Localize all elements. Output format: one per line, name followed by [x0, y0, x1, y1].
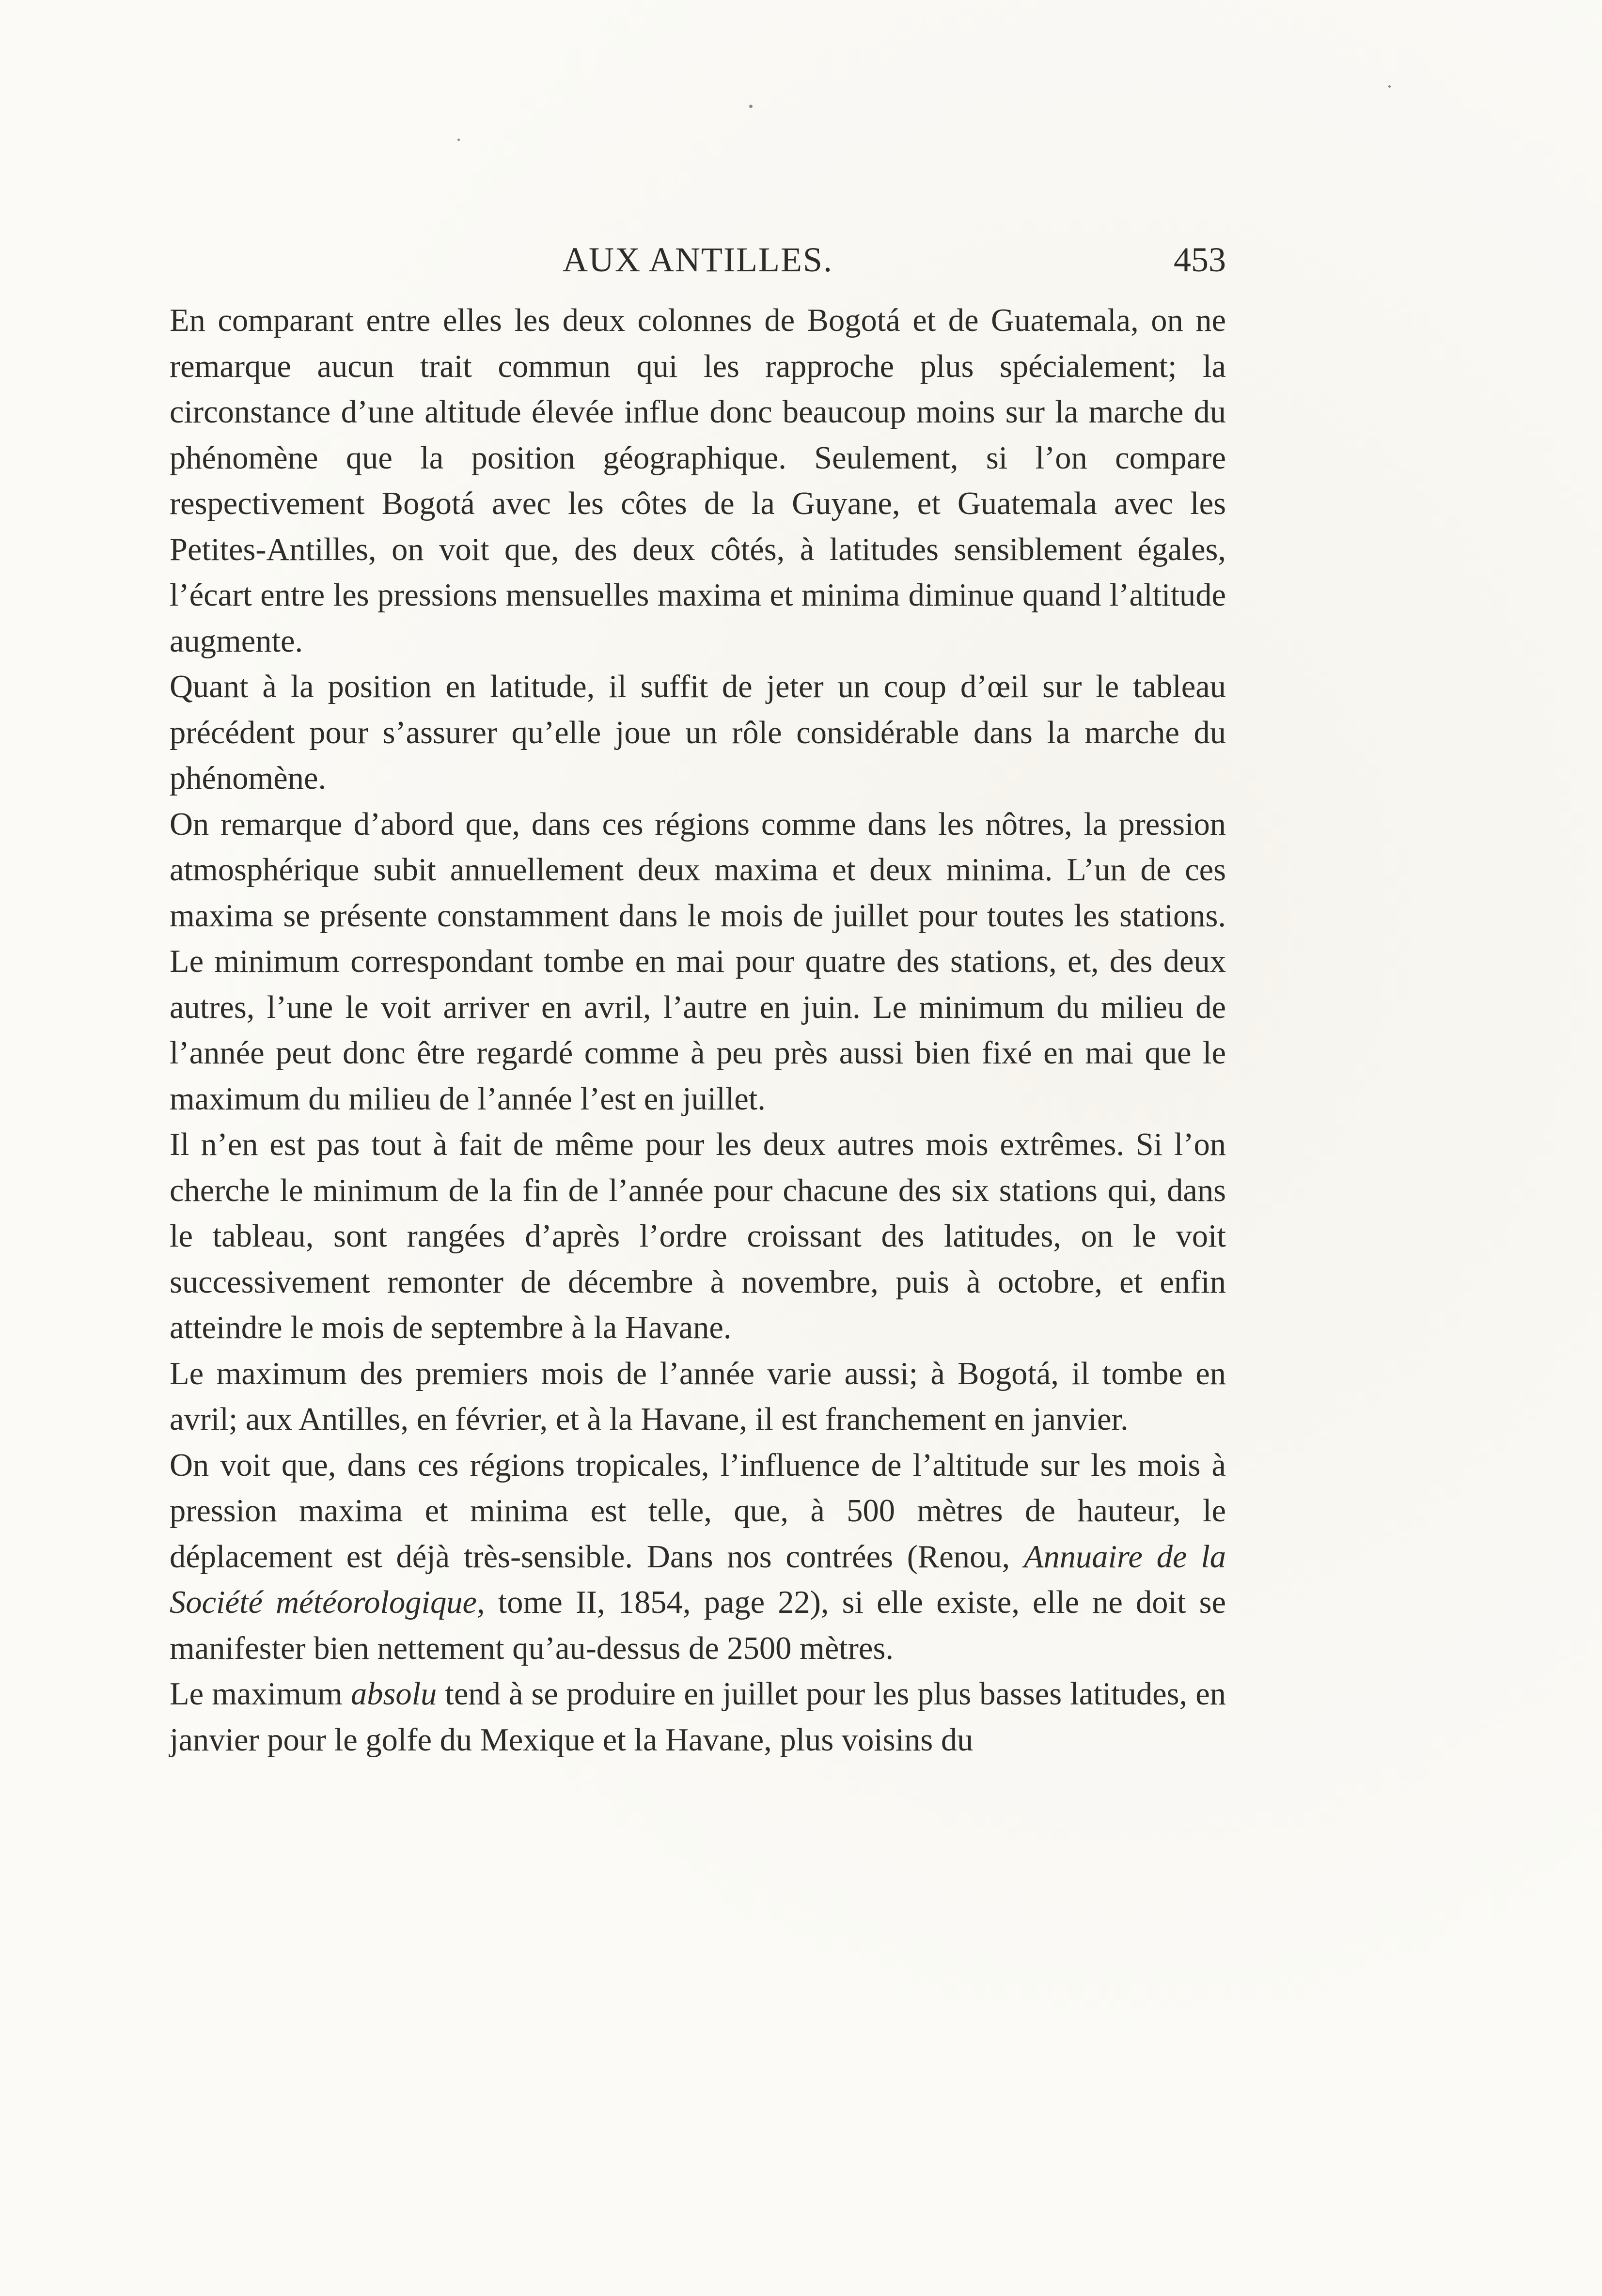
paragraph — [170, 1443, 1226, 1672]
paragraph: Il n’en est pas tout à fait de même pour les deux autres mois extrêmes. Si l’on cherche le minimum de la fin de l’année pour chacune des six stations qui, dans le tableau, sont rangées d’après l’ordre croissant des latitudes, on le voit successivement remonter de décembre à novembre, puis à octobre, et enfin atteindre le mois de septembre à la Havane. — [170, 1127, 1226, 1345]
paper-speck — [749, 105, 753, 108]
running-head — [170, 236, 1226, 283]
italic-title: Annuaire de la Société météorologique — [170, 1539, 1226, 1620]
paragraph: Le maximum des premiers mois de l’année varie aussi; à Bogotá, il tombe en avril; aux Antilles, en février, et à la Havane, il est franchement en janvier. — [170, 1356, 1226, 1437]
paragraph-text: On voit que, dans ces régions tropicales, l’influence de l’altitude sur les mois à pression maxima et minima est telle, que, à 500 mètres de hauteur, le déplacement est déjà très-sensible. Dans nos contrées (Renou, — [170, 1447, 1226, 1575]
body-text — [170, 298, 1226, 1763]
paragraph: En comparant entre elles les deux colonnes de Bogotá et de Guatemala, on ne remarque aucun trait commun qui les rapproche plus spécialement; la circonstance d’une altitude élevée influe donc beaucoup moins sur la marche du phénomène que la position géographique. Seulement, si l’on compare respectivement Bogotá avec les côtes de la Guyane, et Guatemala avec les Petites-Antilles, on voit que, des deux côtés, à latitudes sensiblement égales, l’écart entre les pressions mensuelles maxima et minima diminue quand l’altitude augmente. — [170, 303, 1226, 659]
paragraph — [170, 1671, 1226, 1763]
running-title: AUX ANTILLES. — [563, 240, 833, 279]
page-number: 453 — [1174, 240, 1226, 279]
paper-speck — [457, 139, 460, 141]
paragraph: Quant à la position en latitude, il suffit de jeter un coup d’œil sur le tableau précédent pour s’assurer qu’elle joue un rôle considérable dans la marche du phénomène. — [170, 669, 1226, 796]
paper-speck — [1388, 85, 1391, 88]
paragraph-text: Le maximum — [170, 1676, 351, 1712]
paragraph: On remarque d’abord que, dans ces régions comme dans les nôtres, la pression atmosphérique subit annuellement deux maxima et deux minima. L’un de ces maxima se présente constamment dans le mois de juillet pour toutes les stations. Le minimum correspondant tombe en mai pour quatre des stations, et, des deux autres, l’une le voit arriver en avril, l’autre en juin. Le minimum du milieu de l’année peut donc être regardé comme à peu près aussi bien fixé en mai que le maximum du milieu de l’année l’est en juillet. — [170, 806, 1226, 1117]
italic-word: absolu — [350, 1676, 437, 1712]
paragraph-text: tend à se produire en juillet pour les plus basses latitudes, en janvier pour le golfe du Mexique et la Havane, plus voisins du — [170, 1676, 1226, 1758]
paragraph-text: , tome II, 1854, page 22), si elle existe, elle ne doit se manifester bien nettement qu’au-dessus de 2500 mètres. — [170, 1585, 1226, 1666]
